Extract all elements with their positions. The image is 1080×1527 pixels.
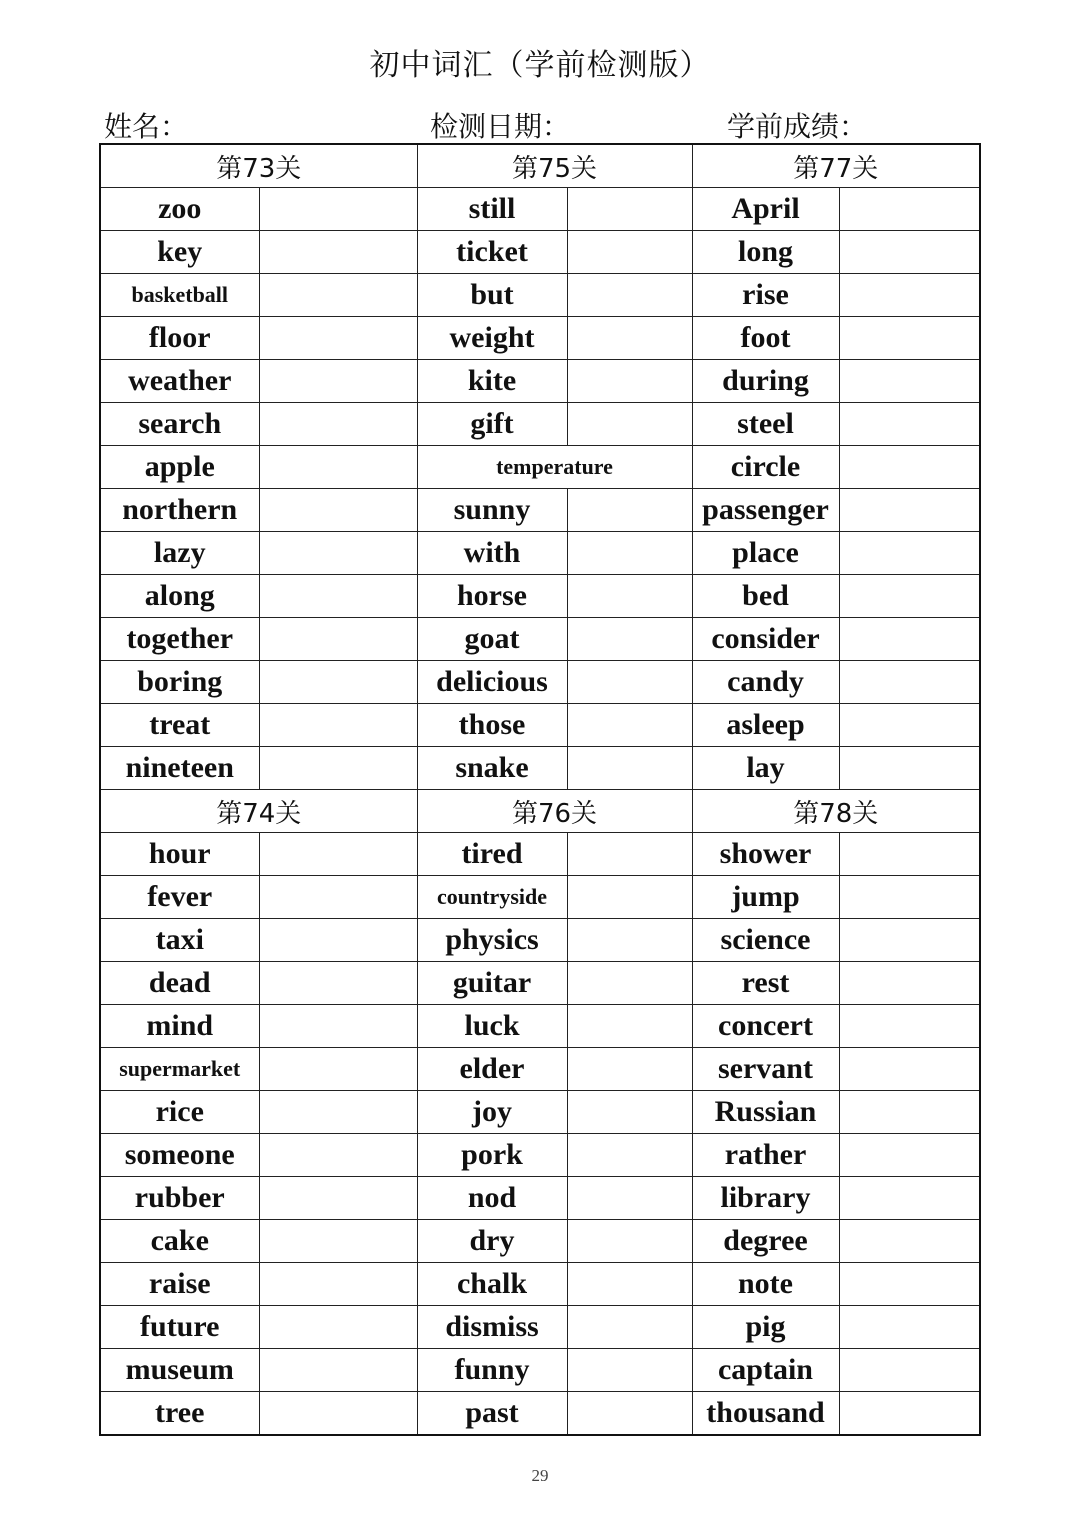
vocab-word: dry xyxy=(417,1220,567,1263)
vocab-word: temperature xyxy=(417,446,692,489)
vocab-word: past xyxy=(417,1392,567,1436)
vocab-word: place xyxy=(692,532,839,575)
answer-cell[interactable] xyxy=(839,1177,980,1220)
answer-cell[interactable] xyxy=(567,1005,692,1048)
answer-cell[interactable] xyxy=(259,403,417,446)
vocab-word: long xyxy=(692,231,839,274)
vocab-word: lazy xyxy=(100,532,259,575)
word-row xyxy=(100,618,980,661)
vocab-word: physics xyxy=(417,919,567,962)
answer-cell[interactable] xyxy=(259,489,417,532)
vocab-word: supermarket xyxy=(100,1048,259,1091)
date-blank[interactable] xyxy=(570,115,674,145)
vocab-word: search xyxy=(100,403,259,446)
level-header: 第73关 xyxy=(100,144,417,188)
vocab-word: rise xyxy=(692,274,839,317)
answer-cell[interactable] xyxy=(259,446,417,489)
level-header-row xyxy=(100,144,980,188)
level-header: 第76关 xyxy=(417,790,692,833)
answer-cell[interactable] xyxy=(259,1306,417,1349)
vocab-word: library xyxy=(692,1177,839,1220)
answer-cell[interactable] xyxy=(839,1349,980,1392)
answer-cell[interactable] xyxy=(839,446,980,489)
answer-cell[interactable] xyxy=(839,1134,980,1177)
score-label: 学前成绩： xyxy=(727,110,868,143)
vocab-word: shower xyxy=(692,833,839,876)
score-field xyxy=(727,105,971,145)
vocab-word: snake xyxy=(417,747,567,790)
answer-cell[interactable] xyxy=(259,575,417,618)
answer-cell[interactable] xyxy=(839,360,980,403)
vocab-word: kite xyxy=(417,360,567,403)
answer-cell[interactable] xyxy=(259,1134,417,1177)
vocab-word: weather xyxy=(100,360,259,403)
answer-cell[interactable] xyxy=(259,1091,417,1134)
answer-cell[interactable] xyxy=(839,1263,980,1306)
word-row xyxy=(100,962,980,1005)
word-row xyxy=(100,188,980,231)
answer-cell[interactable] xyxy=(259,919,417,962)
answer-cell[interactable] xyxy=(567,1091,692,1134)
word-row xyxy=(100,704,980,747)
vocab-word: dead xyxy=(100,962,259,1005)
level-header: 第74关 xyxy=(100,790,417,833)
level-header: 第75关 xyxy=(417,144,692,188)
vocab-word: luck xyxy=(417,1005,567,1048)
word-row xyxy=(100,1005,980,1048)
word-row xyxy=(100,317,980,360)
vocab-word: but xyxy=(417,274,567,317)
name-label: 姓名： xyxy=(104,110,189,143)
answer-cell[interactable] xyxy=(567,188,692,231)
word-row xyxy=(100,575,980,618)
word-row xyxy=(100,747,980,790)
word-row xyxy=(100,833,980,876)
answer-cell[interactable] xyxy=(567,1349,692,1392)
word-row xyxy=(100,532,980,575)
vocab-word: floor xyxy=(100,317,259,360)
answer-cell[interactable] xyxy=(839,274,980,317)
vocab-word: still xyxy=(417,188,567,231)
vocab-word: along xyxy=(100,575,259,618)
word-row xyxy=(100,1349,980,1392)
answer-cell[interactable] xyxy=(839,1220,980,1263)
answer-cell[interactable] xyxy=(839,876,980,919)
vocab-word: science xyxy=(692,919,839,962)
vocab-word: nod xyxy=(417,1177,567,1220)
vocab-word: museum xyxy=(100,1349,259,1392)
date-field xyxy=(430,105,674,145)
answer-cell[interactable] xyxy=(259,704,417,747)
vocab-word: tired xyxy=(417,833,567,876)
answer-cell[interactable] xyxy=(567,360,692,403)
vocab-word: raise xyxy=(100,1263,259,1306)
vocab-word: dismiss xyxy=(417,1306,567,1349)
vocab-word: elder xyxy=(417,1048,567,1091)
vocab-word: horse xyxy=(417,575,567,618)
vocab-word: hour xyxy=(100,833,259,876)
answer-cell[interactable] xyxy=(839,188,980,231)
answer-cell[interactable] xyxy=(567,833,692,876)
word-row xyxy=(100,661,980,704)
answer-cell[interactable] xyxy=(839,532,980,575)
answer-cell[interactable] xyxy=(567,231,692,274)
answer-cell[interactable] xyxy=(567,1392,692,1436)
vocab-table xyxy=(99,143,981,1436)
vocab-word: weight xyxy=(417,317,567,360)
answer-cell[interactable] xyxy=(567,1263,692,1306)
vocab-word: key xyxy=(100,231,259,274)
name-blank[interactable] xyxy=(188,115,292,145)
answer-cell[interactable] xyxy=(567,532,692,575)
answer-cell[interactable] xyxy=(839,1306,980,1349)
answer-cell[interactable] xyxy=(839,747,980,790)
answer-cell[interactable] xyxy=(259,1048,417,1091)
vocab-word: together xyxy=(100,618,259,661)
answer-cell[interactable] xyxy=(259,876,417,919)
level-header: 第78关 xyxy=(692,790,980,833)
word-row xyxy=(100,360,980,403)
answer-cell[interactable] xyxy=(567,317,692,360)
vocab-word: treat xyxy=(100,704,259,747)
vocab-word: chalk xyxy=(417,1263,567,1306)
word-row xyxy=(100,489,980,532)
vocab-word: Russian xyxy=(692,1091,839,1134)
word-row xyxy=(100,876,980,919)
answer-cell[interactable] xyxy=(839,919,980,962)
vocab-word: tree xyxy=(100,1392,259,1436)
vocab-word: with xyxy=(417,532,567,575)
answer-cell[interactable] xyxy=(259,231,417,274)
vocab-word: pig xyxy=(692,1306,839,1349)
answer-cell[interactable] xyxy=(259,661,417,704)
name-field xyxy=(104,105,292,145)
answer-cell[interactable] xyxy=(839,1048,980,1091)
answer-cell[interactable] xyxy=(839,403,980,446)
answer-cell[interactable] xyxy=(839,962,980,1005)
vocab-word: steel xyxy=(692,403,839,446)
vocab-word: lay xyxy=(692,747,839,790)
answer-cell[interactable] xyxy=(567,403,692,446)
vocab-word: candy xyxy=(692,661,839,704)
answer-cell[interactable] xyxy=(259,188,417,231)
word-row xyxy=(100,403,980,446)
vocab-word: basketball xyxy=(100,274,259,317)
answer-cell[interactable] xyxy=(567,1134,692,1177)
word-row xyxy=(100,1134,980,1177)
vocab-word: taxi xyxy=(100,919,259,962)
word-row xyxy=(100,1091,980,1134)
vocab-word: sunny xyxy=(417,489,567,532)
word-row xyxy=(100,231,980,274)
page-number: 29 xyxy=(531,1466,549,1485)
answer-cell[interactable] xyxy=(839,661,980,704)
vocab-word: circle xyxy=(692,446,839,489)
vocab-word: guitar xyxy=(417,962,567,1005)
vocab-word: boring xyxy=(100,661,259,704)
vocab-word: concert xyxy=(692,1005,839,1048)
answer-cell[interactable] xyxy=(567,489,692,532)
answer-cell[interactable] xyxy=(259,1349,417,1392)
answer-cell[interactable] xyxy=(259,833,417,876)
vocab-word: rice xyxy=(100,1091,259,1134)
vocab-word: mind xyxy=(100,1005,259,1048)
vocab-word: degree xyxy=(692,1220,839,1263)
vocab-word: passenger xyxy=(692,489,839,532)
vocab-word: nineteen xyxy=(100,747,259,790)
vocab-word: zoo xyxy=(100,188,259,231)
answer-cell[interactable] xyxy=(567,876,692,919)
answer-cell[interactable] xyxy=(839,833,980,876)
vocab-word: northern xyxy=(100,489,259,532)
vocab-word: consider xyxy=(692,618,839,661)
vocab-word: future xyxy=(100,1306,259,1349)
answer-cell[interactable] xyxy=(259,360,417,403)
answer-cell[interactable] xyxy=(839,618,980,661)
vocab-word: foot xyxy=(692,317,839,360)
answer-cell[interactable] xyxy=(259,1263,417,1306)
answer-cell[interactable] xyxy=(839,1091,980,1134)
answer-cell[interactable] xyxy=(839,704,980,747)
vocab-word: April xyxy=(692,188,839,231)
page-title: 初中词汇（学前检测版） xyxy=(369,48,711,83)
answer-cell[interactable] xyxy=(567,575,692,618)
vocab-word: rubber xyxy=(100,1177,259,1220)
vocab-word: delicious xyxy=(417,661,567,704)
vocab-word: during xyxy=(692,360,839,403)
answer-cell[interactable] xyxy=(567,618,692,661)
vocab-word: captain xyxy=(692,1349,839,1392)
word-row xyxy=(100,1048,980,1091)
vocab-word: bed xyxy=(692,575,839,618)
answer-cell[interactable] xyxy=(259,747,417,790)
vocab-word: gift xyxy=(417,403,567,446)
vocab-word: goat xyxy=(417,618,567,661)
word-row xyxy=(100,274,980,317)
date-label: 检测日期： xyxy=(430,110,571,143)
score-blank[interactable] xyxy=(867,115,971,145)
vocab-word: someone xyxy=(100,1134,259,1177)
answer-cell[interactable] xyxy=(259,618,417,661)
vocab-word: servant xyxy=(692,1048,839,1091)
vocab-word: thousand xyxy=(692,1392,839,1436)
answer-cell[interactable] xyxy=(259,1220,417,1263)
word-row xyxy=(100,919,980,962)
vocab-word: cake xyxy=(100,1220,259,1263)
vocab-word: asleep xyxy=(692,704,839,747)
level-header-row xyxy=(100,790,980,833)
answer-cell[interactable] xyxy=(567,1306,692,1349)
answer-cell[interactable] xyxy=(259,317,417,360)
answer-cell[interactable] xyxy=(839,317,980,360)
answer-cell[interactable] xyxy=(567,1220,692,1263)
answer-cell[interactable] xyxy=(259,962,417,1005)
answer-cell[interactable] xyxy=(839,1005,980,1048)
vocab-word: rest xyxy=(692,962,839,1005)
vocab-word: pork xyxy=(417,1134,567,1177)
answer-cell[interactable] xyxy=(259,1392,417,1436)
answer-cell[interactable] xyxy=(567,1048,692,1091)
vocab-word: jump xyxy=(692,876,839,919)
answer-cell[interactable] xyxy=(567,962,692,1005)
word-row xyxy=(100,446,980,489)
answer-cell[interactable] xyxy=(839,575,980,618)
vocab-word: countryside xyxy=(417,876,567,919)
answer-cell[interactable] xyxy=(259,532,417,575)
answer-cell[interactable] xyxy=(839,231,980,274)
answer-cell[interactable] xyxy=(567,661,692,704)
word-row xyxy=(100,1306,980,1349)
answer-cell[interactable] xyxy=(259,1005,417,1048)
vocab-word: those xyxy=(417,704,567,747)
word-row xyxy=(100,1220,980,1263)
answer-cell[interactable] xyxy=(567,274,692,317)
word-row xyxy=(100,1392,980,1436)
answer-cell[interactable] xyxy=(259,1177,417,1220)
answer-cell[interactable] xyxy=(567,704,692,747)
word-row xyxy=(100,1263,980,1306)
vocab-word: apple xyxy=(100,446,259,489)
answer-cell[interactable] xyxy=(839,489,980,532)
vocab-word: fever xyxy=(100,876,259,919)
answer-cell[interactable] xyxy=(259,274,417,317)
vocab-word: note xyxy=(692,1263,839,1306)
vocab-word: rather xyxy=(692,1134,839,1177)
answer-cell[interactable] xyxy=(567,747,692,790)
vocab-word: ticket xyxy=(417,231,567,274)
answer-cell[interactable] xyxy=(567,919,692,962)
level-header: 第77关 xyxy=(692,144,980,188)
answer-cell[interactable] xyxy=(839,1392,980,1436)
vocab-word: joy xyxy=(417,1091,567,1134)
answer-cell[interactable] xyxy=(567,1177,692,1220)
vocab-word: funny xyxy=(417,1349,567,1392)
word-row xyxy=(100,1177,980,1220)
